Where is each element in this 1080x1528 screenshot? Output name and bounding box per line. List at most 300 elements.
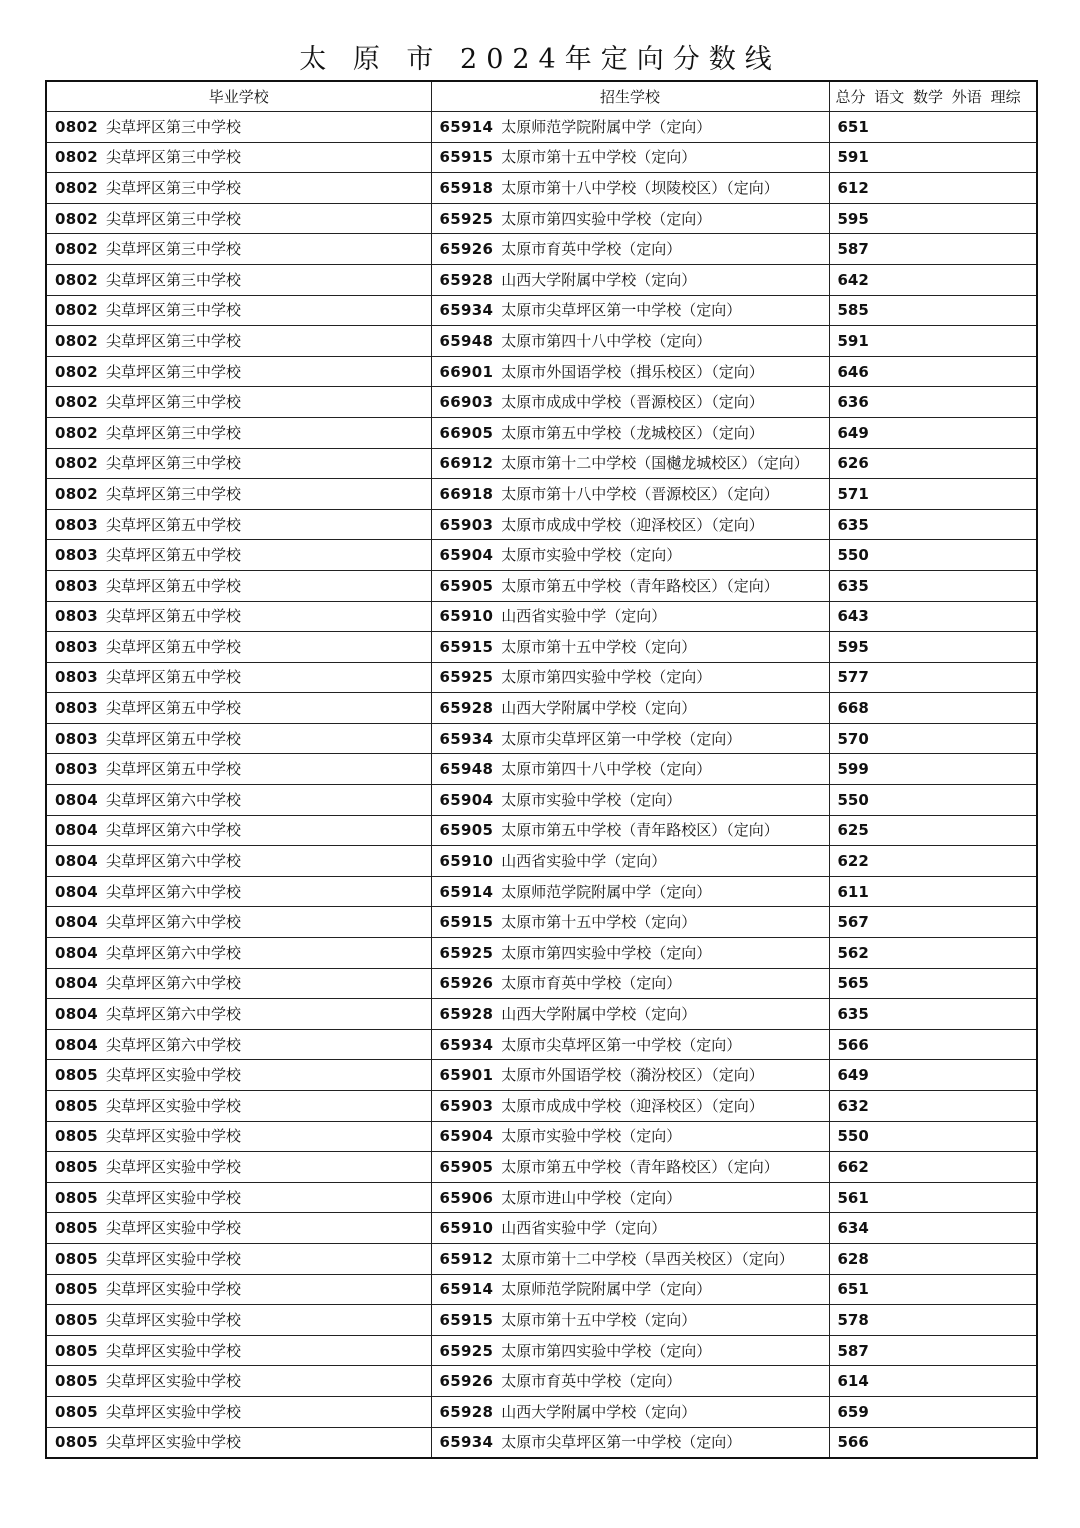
graduation-school-name: 尖草坪区第五中学校 <box>105 515 241 534</box>
admission-school-code: 65904 <box>439 546 494 565</box>
total-score-cell <box>829 785 1037 816</box>
admission-school-name: 太原市第十五中学校（定向） <box>501 637 697 656</box>
graduation-school-name: 尖草坪区实验中学校 <box>105 1096 241 1115</box>
total-score-cell <box>829 1152 1037 1183</box>
graduation-school-code: 0802 <box>55 270 98 289</box>
table-row <box>46 1396 1037 1427</box>
graduation-school-cell <box>46 1427 431 1458</box>
graduation-school-cell <box>46 112 431 143</box>
table-row <box>46 1366 1037 1397</box>
table-header-row <box>46 81 1037 112</box>
table-row <box>46 264 1037 295</box>
table-row <box>46 754 1037 785</box>
graduation-school-name: 尖草坪区第六中学校 <box>105 1035 241 1054</box>
graduation-school-code: 0803 <box>55 729 98 748</box>
table-row <box>46 1029 1037 1060</box>
total-score-cell <box>829 264 1037 295</box>
graduation-school-name: 尖草坪区第六中学校 <box>105 852 241 871</box>
graduation-school-code: 0805 <box>55 1219 98 1238</box>
graduation-school-name: 尖草坪区第三中学校 <box>105 117 241 136</box>
graduation-school-cell <box>46 387 431 418</box>
total-score: 651 <box>837 1280 869 1299</box>
admission-school-cell <box>431 1121 829 1152</box>
graduation-school-cell <box>46 938 431 969</box>
admission-school-name: 太原市第十八中学校（坝陵校区）（定向） <box>501 178 779 197</box>
admission-school-name: 太原市第十二中学校（旱西关校区）（定向） <box>501 1249 794 1268</box>
graduation-school-code: 0802 <box>55 178 98 197</box>
total-score: 625 <box>837 821 869 840</box>
admission-school-name: 太原市外国语学校（漪汾校区）（定向） <box>501 1066 764 1085</box>
total-score: 566 <box>837 1433 869 1452</box>
graduation-school-name: 尖草坪区第六中学校 <box>105 882 241 901</box>
graduation-school-cell <box>46 1182 431 1213</box>
table-row <box>46 785 1037 816</box>
admission-school-cell <box>431 540 829 571</box>
admission-school-cell <box>431 1305 829 1336</box>
admission-school-code: 65934 <box>439 1035 494 1054</box>
total-score: 587 <box>837 1341 869 1360</box>
graduation-school-name: 尖草坪区第六中学校 <box>105 974 241 993</box>
admission-school-name: 太原市第四十八中学校（定向） <box>501 331 712 350</box>
graduation-school-code: 0803 <box>55 668 98 687</box>
graduation-school-cell <box>46 326 431 357</box>
total-score: 626 <box>837 454 869 473</box>
graduation-school-code: 0804 <box>55 943 98 962</box>
admission-school-code: 65928 <box>439 699 494 718</box>
graduation-school-cell <box>46 1243 431 1274</box>
admission-school-name: 太原市尖草坪区第一中学校（定向） <box>501 1035 742 1054</box>
table-row <box>46 509 1037 540</box>
total-score: 550 <box>837 1127 869 1146</box>
graduation-school-code: 0805 <box>55 1157 98 1176</box>
total-score-cell <box>829 479 1037 510</box>
admission-school-cell <box>431 876 829 907</box>
graduation-school-cell <box>46 907 431 938</box>
table-row <box>46 632 1037 663</box>
total-score-cell <box>829 326 1037 357</box>
admission-school-cell <box>431 1366 829 1397</box>
graduation-school-cell <box>46 1305 431 1336</box>
graduation-school-name: 尖草坪区第三中学校 <box>105 393 241 412</box>
graduation-school-cell <box>46 601 431 632</box>
graduation-school-code: 0802 <box>55 209 98 228</box>
admission-school-code: 65934 <box>439 301 494 320</box>
graduation-school-cell <box>46 1091 431 1122</box>
admission-school-name: 太原市第四实验中学校（定向） <box>501 209 712 228</box>
admission-school-cell <box>431 1060 829 1091</box>
admission-school-code: 65926 <box>439 240 494 259</box>
total-score-cell <box>829 295 1037 326</box>
table-row <box>46 723 1037 754</box>
admission-school-code: 65912 <box>439 1249 494 1268</box>
graduation-school-name: 尖草坪区第五中学校 <box>105 546 241 565</box>
graduation-school-code: 0803 <box>55 515 98 534</box>
table-row <box>46 326 1037 357</box>
graduation-school-cell <box>46 356 431 387</box>
graduation-school-code: 0804 <box>55 790 98 809</box>
table-row <box>46 540 1037 571</box>
admission-school-code: 65934 <box>439 1433 494 1452</box>
admission-school-code: 65934 <box>439 729 494 748</box>
admission-school-name: 山西省实验中学（定向） <box>501 607 667 626</box>
graduation-school-cell <box>46 754 431 785</box>
admission-school-name: 太原市实验中学校（定向） <box>501 546 682 565</box>
total-score-cell <box>829 448 1037 479</box>
graduation-school-name: 尖草坪区第五中学校 <box>105 760 241 779</box>
total-score: 562 <box>837 943 869 962</box>
admission-school-name: 太原市第十五中学校（定向） <box>501 1310 697 1329</box>
admission-school-cell <box>431 907 829 938</box>
total-score-cell <box>829 417 1037 448</box>
total-score-cell <box>829 1121 1037 1152</box>
graduation-school-cell <box>46 295 431 326</box>
total-score-cell <box>829 907 1037 938</box>
document-title: 太 原 市 2024年定向分数线 <box>299 44 781 75</box>
graduation-school-code: 0804 <box>55 852 98 871</box>
admission-school-name: 太原市实验中学校（定向） <box>501 790 682 809</box>
graduation-school-code: 0804 <box>55 974 98 993</box>
admission-school-code: 66912 <box>439 454 494 473</box>
graduation-school-cell <box>46 1335 431 1366</box>
graduation-school-code: 0805 <box>55 1066 98 1085</box>
graduation-school-code: 0804 <box>55 882 98 901</box>
admission-school-cell <box>431 1029 829 1060</box>
total-score: 578 <box>837 1310 869 1329</box>
admission-school-code: 65905 <box>439 576 494 595</box>
admission-school-code: 65925 <box>439 1341 494 1360</box>
graduation-school-cell <box>46 203 431 234</box>
total-score-cell <box>829 509 1037 540</box>
table-row <box>46 173 1037 204</box>
admission-school-name: 太原市尖草坪区第一中学校（定向） <box>501 729 742 748</box>
graduation-school-code: 0803 <box>55 699 98 718</box>
total-score-cell <box>829 1182 1037 1213</box>
total-score-cell <box>829 112 1037 143</box>
total-score: 570 <box>837 729 869 748</box>
admission-school-name: 太原市尖草坪区第一中学校（定向） <box>501 301 742 320</box>
graduation-school-cell <box>46 417 431 448</box>
admission-school-name: 太原市实验中学校（定向） <box>501 1127 682 1146</box>
total-score: 643 <box>837 607 869 626</box>
table-row <box>46 907 1037 938</box>
admission-school-cell <box>431 264 829 295</box>
graduation-school-code: 0805 <box>55 1280 98 1299</box>
graduation-school-cell <box>46 815 431 846</box>
admission-school-cell <box>431 846 829 877</box>
table-row <box>46 1213 1037 1244</box>
total-score: 591 <box>837 148 869 167</box>
admission-school-code: 65915 <box>439 637 494 656</box>
table-row <box>46 1243 1037 1274</box>
total-score: 659 <box>837 1402 869 1421</box>
total-score-cell <box>829 1274 1037 1305</box>
admission-school-name: 太原市育英中学校（定向） <box>501 1372 682 1391</box>
admission-school-cell <box>431 754 829 785</box>
admission-school-cell <box>431 295 829 326</box>
table-row <box>46 1182 1037 1213</box>
total-score-cell <box>829 693 1037 724</box>
total-score-cell <box>829 1366 1037 1397</box>
total-score-cell <box>829 1029 1037 1060</box>
graduation-school-name: 尖草坪区实验中学校 <box>105 1372 241 1391</box>
graduation-school-cell <box>46 1366 431 1397</box>
admission-school-code: 66918 <box>439 484 494 503</box>
admission-school-name: 山西省实验中学（定向） <box>501 852 667 871</box>
graduation-school-name: 尖草坪区第三中学校 <box>105 240 241 259</box>
graduation-school-name: 尖草坪区实验中学校 <box>105 1219 241 1238</box>
total-score-cell <box>829 142 1037 173</box>
admission-school-code: 66903 <box>439 393 494 412</box>
graduation-school-name: 尖草坪区第三中学校 <box>105 178 241 197</box>
graduation-school-cell <box>46 968 431 999</box>
admission-school-cell <box>431 1152 829 1183</box>
table-row <box>46 1335 1037 1366</box>
total-score-cell <box>829 173 1037 204</box>
total-score: 550 <box>837 790 869 809</box>
admission-school-code: 66901 <box>439 362 494 381</box>
admission-school-cell <box>431 785 829 816</box>
table-row <box>46 938 1037 969</box>
graduation-school-cell <box>46 662 431 693</box>
admission-school-code: 65915 <box>439 148 494 167</box>
table-row <box>46 1121 1037 1152</box>
cutoff-table <box>45 80 1038 1459</box>
total-score: 668 <box>837 699 869 718</box>
graduation-school-cell <box>46 1274 431 1305</box>
admission-school-name: 太原市成成中学校（晋源校区）（定向） <box>501 393 764 412</box>
table-row <box>46 999 1037 1030</box>
graduation-school-code: 0804 <box>55 1005 98 1024</box>
graduation-school-code: 0803 <box>55 546 98 565</box>
admission-school-cell <box>431 326 829 357</box>
admission-school-name: 太原市第四十八中学校（定向） <box>501 760 712 779</box>
graduation-school-code: 0805 <box>55 1127 98 1146</box>
total-score-cell <box>829 662 1037 693</box>
admission-school-cell <box>431 142 829 173</box>
graduation-school-cell <box>46 234 431 265</box>
graduation-school-name: 尖草坪区第六中学校 <box>105 913 241 932</box>
graduation-school-cell <box>46 1121 431 1152</box>
total-score: 628 <box>837 1249 869 1268</box>
total-score-cell <box>829 203 1037 234</box>
graduation-school-name: 尖草坪区第五中学校 <box>105 637 241 656</box>
admission-school-code: 65910 <box>439 852 494 871</box>
table-row <box>46 601 1037 632</box>
table-body <box>46 112 1037 1459</box>
admission-school-cell <box>431 173 829 204</box>
graduation-school-name: 尖草坪区第三中学校 <box>105 423 241 442</box>
total-score: 646 <box>837 362 869 381</box>
admission-school-cell <box>431 1274 829 1305</box>
total-score: 635 <box>837 576 869 595</box>
admission-school-cell <box>431 632 829 663</box>
graduation-school-name: 尖草坪区第三中学校 <box>105 209 241 228</box>
graduation-school-name: 尖草坪区实验中学校 <box>105 1127 241 1146</box>
table-row <box>46 1091 1037 1122</box>
admission-school-name: 太原市第五中学校（青年路校区）（定向） <box>501 576 779 595</box>
header-scores: 总分 语文 数学 外语 理综 <box>829 81 1037 112</box>
graduation-school-code: 0805 <box>55 1341 98 1360</box>
admission-school-cell <box>431 356 829 387</box>
graduation-school-cell <box>46 846 431 877</box>
graduation-school-cell <box>46 448 431 479</box>
total-score-cell <box>829 632 1037 663</box>
table-row <box>46 295 1037 326</box>
admission-school-name: 太原市育英中学校（定向） <box>501 240 682 259</box>
graduation-school-name: 尖草坪区第三中学校 <box>105 148 241 167</box>
table-row <box>46 112 1037 143</box>
graduation-school-name: 尖草坪区第三中学校 <box>105 301 241 320</box>
graduation-school-cell <box>46 509 431 540</box>
admission-school-code: 65925 <box>439 943 494 962</box>
graduation-school-code: 0803 <box>55 576 98 595</box>
total-score: 585 <box>837 301 869 320</box>
table-row <box>46 662 1037 693</box>
table-row <box>46 693 1037 724</box>
table-row <box>46 417 1037 448</box>
admission-school-name: 山西省实验中学（定向） <box>501 1219 667 1238</box>
graduation-school-cell <box>46 693 431 724</box>
header-admission-school: 招生学校 <box>431 81 829 112</box>
admission-school-cell <box>431 1427 829 1458</box>
admission-school-name: 山西大学附属中学校（定向） <box>501 1005 697 1024</box>
graduation-school-code: 0803 <box>55 760 98 779</box>
table-row <box>46 356 1037 387</box>
admission-school-code: 65918 <box>439 178 494 197</box>
total-score-cell <box>829 754 1037 785</box>
total-score-cell <box>829 387 1037 418</box>
admission-school-code: 65914 <box>439 1280 494 1299</box>
admission-school-cell <box>431 112 829 143</box>
admission-school-code: 65926 <box>439 1372 494 1391</box>
admission-school-code: 65904 <box>439 1127 494 1146</box>
total-score-cell <box>829 1396 1037 1427</box>
admission-school-code: 65928 <box>439 270 494 289</box>
admission-school-cell <box>431 999 829 1030</box>
total-score: 635 <box>837 515 869 534</box>
total-score: 611 <box>837 882 869 901</box>
total-score: 662 <box>837 1157 869 1176</box>
graduation-school-code: 0805 <box>55 1433 98 1452</box>
graduation-school-cell <box>46 1213 431 1244</box>
total-score: 591 <box>837 331 869 350</box>
graduation-school-name: 尖草坪区实验中学校 <box>105 1249 241 1268</box>
total-score: 649 <box>837 1066 869 1085</box>
total-score: 635 <box>837 1005 869 1024</box>
total-score-cell <box>829 1427 1037 1458</box>
total-score-cell <box>829 846 1037 877</box>
admission-school-name: 太原市第五中学校（龙城校区）（定向） <box>501 423 764 442</box>
table-row <box>46 387 1037 418</box>
graduation-school-code: 0805 <box>55 1310 98 1329</box>
admission-school-cell <box>431 417 829 448</box>
graduation-school-code: 0802 <box>55 148 98 167</box>
admission-school-cell <box>431 448 829 479</box>
admission-school-code: 65914 <box>439 117 494 136</box>
admission-school-cell <box>431 1182 829 1213</box>
admission-school-code: 66905 <box>439 423 494 442</box>
admission-school-cell <box>431 1213 829 1244</box>
admission-school-cell <box>431 815 829 846</box>
graduation-school-cell <box>46 785 431 816</box>
admission-school-name: 太原师范学院附属中学（定向） <box>501 882 712 901</box>
total-score-cell <box>829 938 1037 969</box>
admission-school-code: 65948 <box>439 331 494 350</box>
admission-school-code: 65903 <box>439 1096 494 1115</box>
total-score: 651 <box>837 117 869 136</box>
admission-school-cell <box>431 601 829 632</box>
graduation-school-cell <box>46 1396 431 1427</box>
admission-school-name: 太原市第五中学校（青年路校区）（定向） <box>501 821 779 840</box>
admission-school-name: 太原市成成中学校（迎泽校区）（定向） <box>501 515 764 534</box>
admission-school-name: 山西大学附属中学校（定向） <box>501 270 697 289</box>
graduation-school-name: 尖草坪区第六中学校 <box>105 821 241 840</box>
total-score: 595 <box>837 209 869 228</box>
total-score: 612 <box>837 178 869 197</box>
admission-school-name: 太原市第四实验中学校（定向） <box>501 943 712 962</box>
graduation-school-code: 0802 <box>55 484 98 503</box>
graduation-school-cell <box>46 1152 431 1183</box>
graduation-school-name: 尖草坪区实验中学校 <box>105 1341 241 1360</box>
graduation-school-name: 尖草坪区第五中学校 <box>105 729 241 748</box>
graduation-school-name: 尖草坪区实验中学校 <box>105 1157 241 1176</box>
total-score: 567 <box>837 913 869 932</box>
graduation-school-code: 0804 <box>55 821 98 840</box>
total-score-cell <box>829 1091 1037 1122</box>
total-score: 595 <box>837 637 869 656</box>
admission-school-name: 太原市第十八中学校（晋源校区）（定向） <box>501 484 779 503</box>
graduation-school-name: 尖草坪区第五中学校 <box>105 576 241 595</box>
graduation-school-name: 尖草坪区实验中学校 <box>105 1066 241 1085</box>
total-score-cell <box>829 356 1037 387</box>
admission-school-cell <box>431 234 829 265</box>
total-score: 649 <box>837 423 869 442</box>
admission-school-code: 65905 <box>439 1157 494 1176</box>
admission-school-name: 太原市进山中学校（定向） <box>501 1188 682 1207</box>
table-row <box>46 570 1037 601</box>
graduation-school-code: 0802 <box>55 240 98 259</box>
total-score-cell <box>829 570 1037 601</box>
graduation-school-code: 0802 <box>55 301 98 320</box>
total-score: 599 <box>837 760 869 779</box>
table-row <box>46 142 1037 173</box>
admission-school-name: 太原师范学院附属中学（定向） <box>501 1280 712 1299</box>
table-row <box>46 968 1037 999</box>
admission-school-name: 太原市成成中学校（迎泽校区）（定向） <box>501 1096 764 1115</box>
graduation-school-code: 0802 <box>55 423 98 442</box>
total-score-cell <box>829 1213 1037 1244</box>
admission-school-name: 太原市第五中学校（青年路校区）（定向） <box>501 1157 779 1176</box>
graduation-school-code: 0802 <box>55 331 98 350</box>
graduation-school-name: 尖草坪区第六中学校 <box>105 943 241 962</box>
admission-school-name: 太原市育英中学校（定向） <box>501 974 682 993</box>
admission-school-name: 太原市尖草坪区第一中学校（定向） <box>501 1433 742 1452</box>
admission-school-cell <box>431 509 829 540</box>
admission-school-name: 太原市第四实验中学校（定向） <box>501 668 712 687</box>
graduation-school-name: 尖草坪区实验中学校 <box>105 1280 241 1299</box>
table-row <box>46 203 1037 234</box>
graduation-school-code: 0805 <box>55 1402 98 1421</box>
graduation-school-code: 0805 <box>55 1096 98 1115</box>
total-score: 634 <box>837 1219 869 1238</box>
table-row <box>46 1427 1037 1458</box>
total-score-cell <box>829 723 1037 754</box>
table-row <box>46 1152 1037 1183</box>
admission-school-code: 65925 <box>439 668 494 687</box>
total-score: 550 <box>837 546 869 565</box>
total-score-cell <box>829 815 1037 846</box>
admission-school-code: 65926 <box>439 974 494 993</box>
